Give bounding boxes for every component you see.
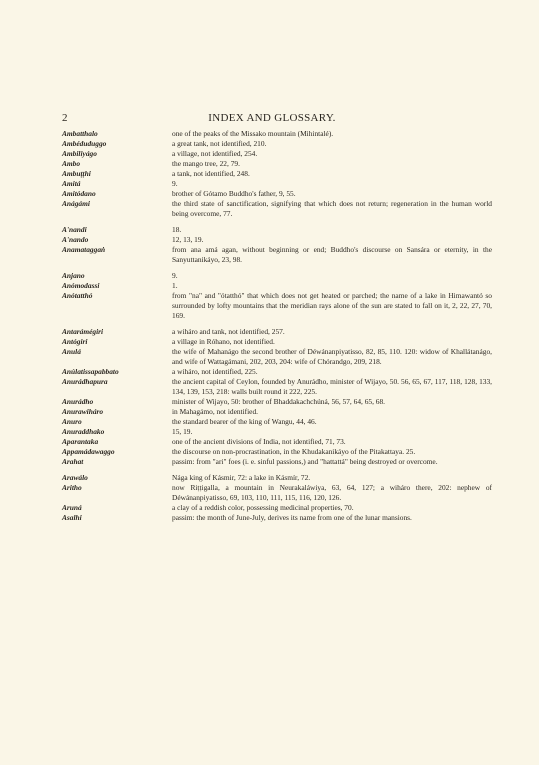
glossary-entry: [62, 235, 492, 245]
entry-definition: 9.: [172, 271, 178, 280]
entry-definition: 9.: [172, 179, 178, 188]
entry-term: Asalhi: [62, 513, 82, 522]
entry-definition: a village in Róhano, not identified.: [172, 337, 275, 346]
glossary-entry: [62, 199, 492, 219]
glossary-entry: [62, 159, 492, 169]
glossary-entry: [62, 245, 492, 265]
glossary-entry: [62, 503, 492, 513]
glossary-entry: [62, 271, 492, 281]
entry-term: Aruná: [62, 503, 82, 512]
entry-definition: 1.: [172, 281, 178, 290]
glossary-entry: [62, 397, 492, 407]
entry-definition: the discourse on non-procrastination, in the Khudakanikáyo of the Pitakattaya. 25.: [172, 447, 416, 456]
glossary-entry: [62, 129, 492, 139]
entry-definition: a wiháro and tank, not identified, 257.: [172, 327, 285, 336]
glossary-entry: [62, 139, 492, 149]
entry-definition: in Mahagámo, not identified.: [172, 407, 258, 416]
entry-term: Anúlatissapabbato: [62, 367, 119, 376]
entry-definition: 18.: [172, 225, 182, 234]
entry-definition: one of the ancient divisions of India, not identified, 71, 73.: [172, 437, 346, 446]
entry-term: Anulá: [62, 347, 81, 356]
glossary-entry: [62, 179, 492, 189]
entry-definition: the third state of sanctification, signifying that which does not return; regeneration in the human world being overcome, 77.: [172, 199, 492, 218]
entry-term: Ambo: [62, 159, 81, 168]
glossary-entry: [62, 281, 492, 291]
entry-definition: brother of Gótamo Buddho's father, 9, 55.: [172, 189, 296, 198]
glossary-entry: [62, 337, 492, 347]
entry-definition: one of the peaks of the Missako mountain (Mihintalé).: [172, 129, 334, 138]
glossary-entry: [62, 367, 492, 377]
entry-term: Anurádho: [62, 397, 94, 406]
entry-term: Anágámi: [62, 199, 90, 208]
glossary-entry: [62, 189, 492, 199]
entry-term: Aparantaka: [62, 437, 99, 446]
glossary-entries: [62, 129, 492, 523]
entry-definition: minister of Wijayo, 50: brother of Bhaddakachchúná, 56, 57, 64, 65, 68.: [172, 397, 386, 406]
entry-definition: the mango tree, 22, 79.: [172, 159, 240, 168]
entry-definition: 12, 13, 19.: [172, 235, 204, 244]
entry-term: Ambiliyágo: [62, 149, 97, 158]
entry-term: A'nandi: [62, 225, 87, 234]
glossary-entry: [62, 149, 492, 159]
entry-definition: the ancient capital of Ceylon, founded by Anurádho, minister of Wijayo, 50. 56, 65, 67, 117, 118, 128, 133, 134, 139, 153, 218: walls built round it 222, 225.: [172, 377, 492, 396]
glossary-entry: [62, 457, 492, 467]
entry-definition: Nága king of Kásmir, 72: a lake in Kásmír, 72.: [172, 473, 311, 482]
glossary-entry: [62, 225, 492, 235]
entry-term: Anurádhapura: [62, 377, 108, 386]
glossary-entry: [62, 483, 492, 503]
entry-term: Anuraddhako: [62, 427, 105, 436]
glossary-entry: [62, 473, 492, 483]
entry-term: Antógiri: [62, 337, 88, 346]
glossary-entry: [62, 377, 492, 397]
entry-term: Anamataggaṅ: [62, 245, 106, 254]
entry-term: Arahat: [62, 457, 84, 466]
entry-term: Anjano: [62, 271, 85, 280]
entry-definition: 15, 19.: [172, 427, 193, 436]
entry-definition: a great tank, not identified, 210.: [172, 139, 267, 148]
entry-term: Ambéduduggo: [62, 139, 107, 148]
entry-term: Anótatthó: [62, 291, 93, 300]
entry-term: Arawálo: [62, 473, 88, 482]
glossary-entry: [62, 407, 492, 417]
entry-term: Appamádawaggo: [62, 447, 115, 456]
entry-term: Anómodassi: [62, 281, 100, 290]
glossary-entry: [62, 347, 492, 367]
entry-definition: a tank, not identified, 248.: [172, 169, 250, 178]
glossary-entry: [62, 169, 492, 179]
entry-definition: a wiháro, not identified, 225.: [172, 367, 258, 376]
entry-term: Antarámégiri: [62, 327, 104, 336]
entry-term: Aritho: [62, 483, 82, 492]
entry-definition: the standard bearer of the king of Wangu, 44, 46.: [172, 417, 317, 426]
entry-term: Amitódano: [62, 189, 96, 198]
entry-definition: a clay of a reddish color, possessing medicinal properties, 70.: [172, 503, 354, 512]
entry-term: A'nando: [62, 235, 89, 244]
entry-term: Ambuṭṭhi: [62, 169, 91, 178]
entry-definition: a village, not identified, 254.: [172, 149, 258, 158]
glossary-entry: [62, 513, 492, 523]
entry-term: Ambatthalo: [62, 129, 98, 138]
glossary-entry: [62, 417, 492, 427]
glossary-entry: [62, 291, 492, 321]
entry-definition: now Riṭṭigalla, a mountain in Neurakaláwiya, 63, 64, 127; a wiháro there, 202: nephew of Déwánanpiyatisso, 69, 103, 110, 111, 115, 116, 120, 126.: [172, 483, 492, 502]
glossary-entry: [62, 427, 492, 437]
glossary-entry: [62, 327, 492, 337]
glossary-entry: [62, 437, 492, 447]
entry-term: Amitá: [62, 179, 81, 188]
entry-term: Anurawiháro: [62, 407, 104, 416]
entry-term: Anuro: [62, 417, 82, 426]
entry-definition: the wife of Mahanágo the second brother of Déwánanpiyatisso, 82, 85, 110. 120: widow of Khallátanágo, and wife of Wattagámani, 202, 203, 204: wife of Chórandgo, 209, 218.: [172, 347, 492, 366]
entry-definition: passim: from "ari" foes (i. e. sinful passions,) and "hattattá" being destroyed or overcome.: [172, 457, 438, 466]
entry-definition: from ana amá agan, without beginning or end; Buddho's discourse on Sansára or eternity, in the Sanyuttanikáyo, 23, 98.: [172, 245, 492, 264]
entry-definition: passim: the month of June-July, derives its name from one of the lunar mansions.: [172, 513, 412, 522]
page-number: 2: [62, 112, 68, 124]
glossary-entry: [62, 447, 492, 457]
page-title: INDEX AND GLOSSARY.: [208, 112, 336, 124]
entry-definition: from "na" and "ótatthó" that which does not get heated or parched; the name of a lake in Himawantó so surrounded by lofty mountains that the meridian rays alone of the sun are stated to fall on it, 2, 22, 27, 70, 169.: [172, 291, 492, 320]
